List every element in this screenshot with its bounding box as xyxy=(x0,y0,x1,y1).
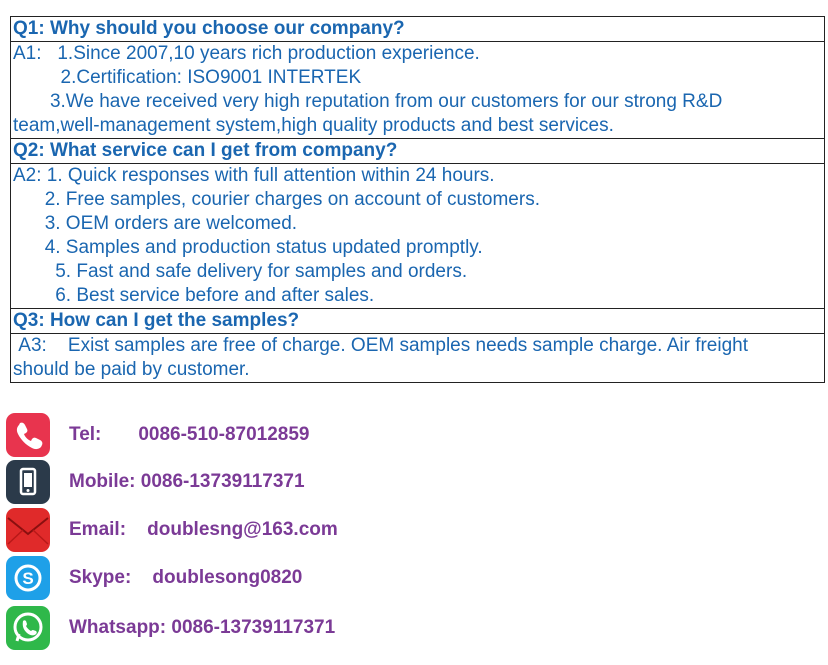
email-icon xyxy=(6,508,50,552)
mobile-label: Mobile: 0086-13739117371 xyxy=(69,471,305,492)
contact-tel xyxy=(6,413,366,459)
contact-email xyxy=(6,508,366,554)
skype-label: Skype: doublesong0820 xyxy=(69,567,303,588)
faq-question: Q1: Why should you choose our company? xyxy=(13,18,405,39)
faq-question: Q2: What service can I get from company? xyxy=(13,140,398,161)
faq-table xyxy=(10,16,825,383)
faq-answer-line: 2. Free samples, courier charges on account of customers. xyxy=(13,189,540,210)
mobile-icon xyxy=(6,460,50,504)
faq-answer-line: A2: 1. Quick responses with full attention within 24 hours. xyxy=(13,165,495,186)
faq-question-row xyxy=(11,309,824,334)
faq-answer-row xyxy=(11,164,824,309)
faq-answer-line: 5. Fast and safe delivery for samples and orders. xyxy=(13,261,468,282)
faq-answer-line: A3: Exist samples are free of charge. OEM samples needs sample charge. Air freight xyxy=(13,335,748,356)
faq-answer-line: A1: 1.Since 2007,10 years rich production experience. xyxy=(13,43,480,64)
contact-skype xyxy=(6,556,366,602)
faq-answer-line: 3. OEM orders are welcomed. xyxy=(13,213,298,234)
faq-question-row xyxy=(11,139,824,164)
contact-whatsapp xyxy=(6,606,366,652)
faq-answer-line: 4. Samples and production status updated promptly. xyxy=(13,237,483,258)
svg-text:S: S xyxy=(22,569,34,588)
faq-answer-line: should be paid by customer. xyxy=(13,359,250,380)
tel-label: Tel: 0086-510-87012859 xyxy=(69,424,310,445)
faq-answer-line: 2.Certification: ISO9001 INTERTEK xyxy=(13,67,362,88)
faq-answer-line: 6. Best service before and after sales. xyxy=(13,285,375,306)
faq-answer-line: team,well-management system,high quality products and best services. xyxy=(13,115,614,136)
contact-mobile xyxy=(6,460,366,506)
whatsapp-label: Whatsapp: 0086-13739117371 xyxy=(69,617,336,638)
skype-icon xyxy=(6,556,50,600)
faq-answer-row xyxy=(11,334,824,382)
whatsapp-icon xyxy=(6,606,50,650)
faq-question-row xyxy=(11,17,824,42)
faq-question: Q3: How can I get the samples? xyxy=(13,310,300,331)
phone-icon xyxy=(6,413,50,457)
email-label: Email: doublesng@163.com xyxy=(69,519,338,540)
faq-answer-line: 3.We have received very high reputation from our customers for our strong R&D xyxy=(13,91,723,112)
faq-answer-row xyxy=(11,42,824,139)
